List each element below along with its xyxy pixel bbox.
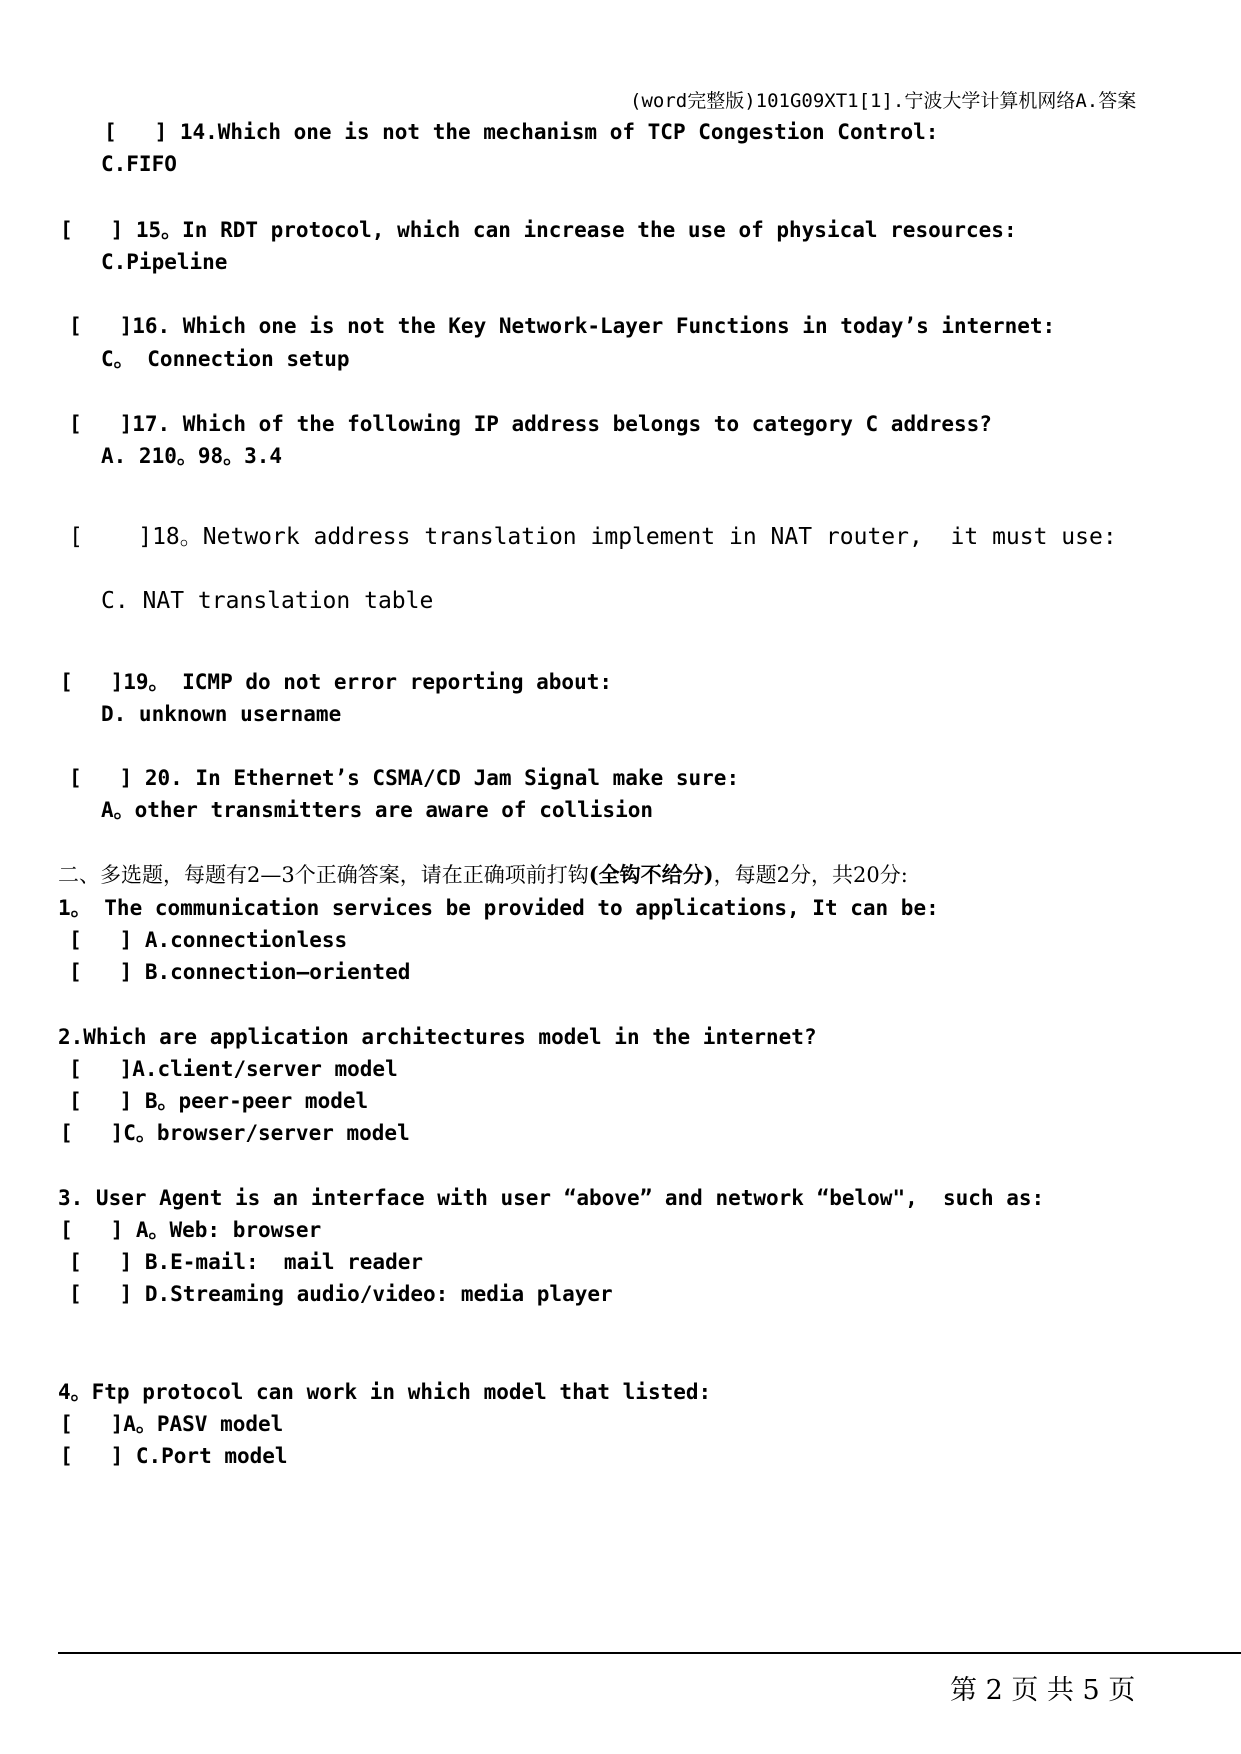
mc3-option-b: [ ] B.E-mail: mail reader xyxy=(69,1250,424,1274)
answer-18: C. NAT translation table xyxy=(101,588,434,614)
answer-14: C.FIFO xyxy=(101,152,177,176)
question-14: [ ] 14.Which one is not the mechanism of TCP Congestion Control: xyxy=(104,120,939,144)
section-2-title xyxy=(58,863,908,887)
mc1-option-b: [ ] B.connection—oriented xyxy=(69,960,411,984)
mc-question-3: 3. User Agent is an interface with user “above” and network “below", such as: xyxy=(58,1186,1045,1210)
answer-16: C。 Connection setup xyxy=(101,347,350,371)
mc3-option-d: [ ] D.Streaming audio/video: media player xyxy=(69,1282,613,1306)
section-2-title-prefix: 二、多选题，每题有2—3个正确答案，请在正确项前打钩 xyxy=(58,863,589,887)
footer-divider xyxy=(58,1652,1241,1654)
mc-question-2: 2.Which are application architectures model in the internet? xyxy=(58,1025,817,1049)
mc2-option-c: [ ]C。browser/server model xyxy=(60,1121,410,1145)
question-17: [ ]17. Which of the following IP address belongs to category C address? xyxy=(69,412,992,436)
mc4-option-a: [ ]A。PASV model xyxy=(60,1412,284,1436)
section-2-title-suffix: ，每题2分，共20分: xyxy=(713,863,908,887)
mc3-option-a: [ ] A。Web: browser xyxy=(60,1218,322,1242)
answer-15: C.Pipeline xyxy=(101,250,228,274)
mc-question-4: 4。Ftp protocol can work in which model that listed: xyxy=(58,1380,712,1404)
section-2-title-bold: (全钩不给分) xyxy=(588,862,714,887)
document-header: (word完整版)101G09XT1[1].宁波大学计算机网络A.答案 xyxy=(630,90,1137,112)
mc2-option-b: [ ] B。peer-peer model xyxy=(69,1089,369,1113)
mc-question-1: 1。 The communication services be provided to applications, It can be: xyxy=(58,896,939,920)
mc2-option-a: [ ]A.client/server model xyxy=(69,1057,398,1081)
question-19: [ ]19。 ICMP do not error reporting about: xyxy=(60,670,613,694)
mc1-option-a: [ ] A.connectionless xyxy=(69,928,348,952)
question-18: [ ]18。Network address translation implement in NAT router, it must use: xyxy=(69,524,1117,550)
question-16: [ ]16. Which one is not the Key Network-Layer Functions in today’s internet: xyxy=(69,314,1056,338)
question-15: [ ] 15。In RDT protocol, which can increase the use of physical resources: xyxy=(60,218,1017,242)
mc4-option-c: [ ] C.Port model xyxy=(60,1444,288,1468)
answer-19: D. unknown username xyxy=(101,702,342,726)
answer-17: A. 210。98。3.4 xyxy=(101,444,283,468)
answer-20: A。other transmitters are aware of collision xyxy=(101,798,654,822)
question-20: [ ] 20. In Ethernet’s CSMA/CD Jam Signal make sure: xyxy=(69,766,740,790)
page-number: 第 2 页 共 5 页 xyxy=(950,1675,1136,1706)
